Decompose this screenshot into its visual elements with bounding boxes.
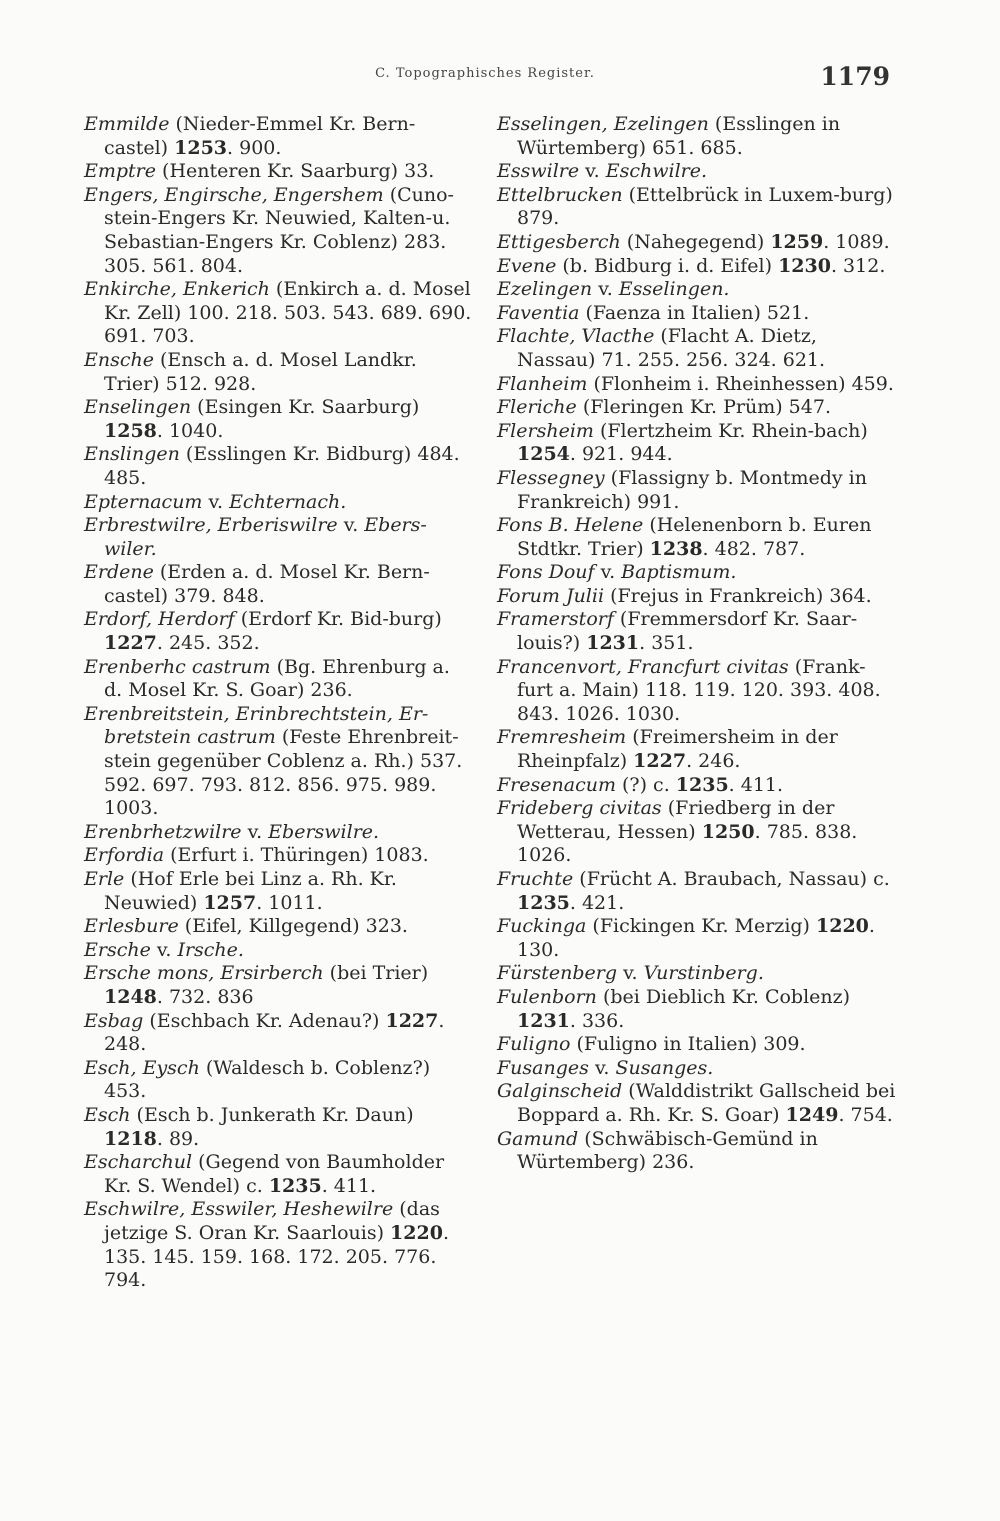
entry-cross-reference: Susanges. [615,1056,714,1079]
register-entry [497,585,897,609]
entry-year: 1259 [770,230,824,253]
entry-term: Fulenborn [497,985,597,1008]
entry-text: (Fleringen Kr. Prüm) 547. [576,396,831,419]
entry-term: Erbrestwilre, Erberiswilre [84,514,338,537]
entry-term: Esbag [84,1009,144,1032]
entry-term: Emptre [84,160,157,183]
entry-term: Frideberg civitas [497,797,662,820]
entry-pages: . 482. 787. [702,537,806,560]
entry-pages: . 732. 836 [156,985,254,1008]
entry-text: (Esingen Kr. Saarburg) [191,396,420,419]
entry-term: Enkirche, Enkerich [84,278,270,301]
register-entry [84,1151,472,1198]
register-entry [497,467,897,514]
entry-year: 1238 [649,537,703,560]
entry-cross-reference: Esselingen. [618,278,730,301]
register-entry [497,986,897,1033]
entry-pages: . 754. [838,1103,893,1126]
entry-text: (Esslingen in Würtemberg) 651. 685. [517,113,841,159]
entry-text: v. [202,490,230,513]
entry-pages: . 245. 352. [156,632,260,655]
entry-term: Enselingen [84,396,192,419]
entry-term: Forum Julii [497,584,605,607]
entry-pages: . 421. [569,891,625,914]
entry-pages: . 785. 838. 1026. [517,820,858,867]
register-entry [84,160,472,184]
entry-text: (das jetzige S. Oran Kr. Saarlouis) [104,1198,440,1244]
entry-term: Flachte, Vlacthe [497,325,655,348]
entry-term: Ensche [84,348,154,371]
entry-term: Fremresheim [497,726,627,749]
register-entry [497,1128,897,1175]
entry-text: (Erdorf Kr. Bid-burg) [234,608,442,631]
entry-term: Emmilde [84,113,170,135]
entry-term: Fuligno [497,1033,571,1056]
entry-pages: . 135. 145. 159. 168. 172. 205. 776. 794. [104,1221,449,1292]
entry-text: v. [588,1056,616,1079]
entry-cross-reference: Ebers-wiler. [104,514,427,560]
register-entry [84,962,472,1009]
entry-term: Evene [497,254,557,277]
register-entry [497,420,897,467]
entry-term: Esselingen, Ezelingen [497,113,709,135]
entry-year: 1253 [174,136,228,159]
entry-cross-reference: Vurstinberg. [643,962,764,985]
register-entry [497,184,897,231]
entry-text: (Friedberg in der Wetterau, Hessen) [517,797,835,843]
entry-pages: . 921. 944. [569,443,673,466]
entry-text: (Fuligno in Italien) 309. [570,1033,806,1056]
entry-year: 1227 [385,1009,439,1032]
register-entry [497,302,897,326]
register-entry [497,1057,897,1081]
entry-term: Erenberhc castrum [84,655,271,678]
entry-term: Erdene [84,561,154,584]
entry-year: 1258 [104,419,157,442]
entry-year: 1254 [517,443,570,466]
entry-text: (Hof Erle bei Linz a. Rh. Kr. Neuwied) [104,868,397,914]
register-entry [497,160,897,184]
entry-term: Ettelbrucken [497,183,623,206]
entry-term: Fürstenberg [497,962,618,985]
register-entry [84,656,472,703]
entry-pages: . 411. [321,1174,377,1197]
entry-pages: . 246. [686,750,741,773]
entry-term: Fons B. Helene [497,514,644,537]
entry-year: 1235 [268,1174,322,1197]
register-entry [497,608,897,655]
register-entry [497,373,897,397]
entry-text: (bei Dieblich Kr. Coblenz) [596,985,851,1008]
entry-text: (Frank-furt a. Main) 118. 119. 120. 393. 408. 843. 1026. 1030. [517,655,881,725]
register-entry [84,821,472,845]
entry-term: Flessegney [497,466,605,489]
register-entry [497,231,897,255]
entry-text: (Fremmersdorf Kr. Saar-louis?) [517,608,858,655]
entry-text: (Henteren Kr. Saarburg) 33. [156,160,435,183]
entry-text: (Flassigny b. Montmedy in Frankreich) 991. [517,466,867,513]
entry-year: 1220 [390,1221,443,1244]
entry-term: Fleriche [497,396,577,419]
entry-pages: . 351. [639,632,694,655]
left-column [84,113,472,1293]
register-entry [497,915,897,962]
entry-cross-reference: Eberswilre. [268,820,380,843]
register-entry [84,1057,472,1104]
entry-text: v. [594,561,622,584]
entry-year: 1249 [785,1103,839,1126]
entry-text: v. [150,938,178,961]
entry-pages: . 1011. [256,891,323,914]
entry-term: Flersheim [497,419,594,442]
register-entry [497,113,897,160]
entry-year: 1235 [517,891,570,914]
entry-year: 1235 [675,773,729,796]
register-entry [497,1033,897,1057]
entry-text: (Waldesch b. Coblenz?) 453. [104,1056,431,1103]
entry-term: Erenbreitstein, Erinbrechtstein, Er-bretstein castrum [84,702,429,749]
entry-text: (Esch b. Junkerath Kr. Daun) [130,1103,414,1126]
register-entry [497,1080,897,1127]
entry-term: Eschwilre, Esswiler, Heshewilre [84,1198,394,1221]
entry-term: Flanheim [497,372,588,395]
entry-text: (?) c. [615,773,676,796]
register-entry [497,656,897,727]
register-entry [84,349,472,396]
entry-text: (Enkirch a. d. Mosel Kr. Zell) 100. 218. 503. 543. 689. 690. 691. 703. [104,278,472,348]
running-head: C. Topographisches Register. [375,66,595,81]
register-entry [497,396,897,420]
entry-text: (bei Trier) [323,962,429,985]
entry-text: (Frejus in Frankreich) 364. [604,584,872,607]
entry-text: v. [579,160,606,183]
register-entry [84,113,472,160]
entry-term: Fruchte [497,868,574,890]
entry-text: (Eschbach Kr. Adenau?) [143,1009,386,1032]
entry-pages: . 1040. [156,419,224,442]
register-entry [84,703,472,821]
register-entry [497,726,897,773]
entry-cross-reference: Echternach. [229,490,347,513]
entry-text: (Cuno-stein-Engers Kr. Neuwied, Kalten-u. Sebastian-Engers Kr. Coblenz) 283. 305. 561. 804. [104,183,454,277]
register-entry [497,325,897,372]
entry-text: (Erfurt i. Thüringen) 1083. [164,844,429,867]
entry-text: v. [592,278,619,301]
entry-text: (Erden a. d. Mosel Kr. Bern-castel) 379. 848. [104,561,430,607]
entry-pages: . 312. [830,254,886,277]
entry-text: (Fickingen Kr. Merzig) [586,915,817,938]
entry-text: v. [241,820,269,843]
entry-text: (Flacht A. Dietz, Nassau) 71. 255. 256. 324. 621. [517,325,826,371]
entry-year: 1227 [633,750,687,773]
register-entry [497,255,897,279]
entry-term: Gamund [497,1127,579,1150]
entry-cross-reference: Baptismum. [621,561,737,584]
register-entry [497,561,897,585]
entry-term: Fuckinga [497,915,587,938]
entry-term: Escharchul [84,1151,193,1174]
register-entry [84,915,472,939]
entry-term: Fresenacum [497,773,616,796]
entry-text: (Ettelbrück in Luxem-burg) 879. [517,183,893,230]
entry-term: Enslingen [84,443,180,466]
entry-term: Fons Douf [497,561,595,584]
entry-pages: . 248. [104,1009,445,1056]
entry-term: Erdorf, Herdorf [84,608,235,631]
entry-text: (Schwäbisch-Gemünd in Würtemberg) 236. [517,1127,818,1174]
register-entry [84,561,472,608]
entry-pages: . 1089. [823,230,890,253]
entry-term: Erle [84,868,125,890]
entry-cross-reference: Irsche. [177,938,244,961]
entry-text: v. [337,514,365,537]
entry-year: 1231 [586,632,640,655]
entry-text: (Feste Ehrenbreit-stein gegenüber Coblenz a. Rh.) 537. 592. 697. 793. 812. 856. 975. 989. 1003. [104,726,463,820]
entry-text: (Esslingen Kr. Bidburg) 484. 485. [104,443,460,489]
entry-text: (Walddistrikt Gallscheid bei Boppard a. Rh. Kr. S. Goar) [517,1080,896,1126]
register-entry [84,868,472,915]
entry-pages: . 130. [517,915,875,961]
register-entry [84,514,472,561]
register-entry [84,443,472,490]
entry-text: (Nieder-Emmel Kr. Bern-castel) [104,113,416,159]
entry-year: 1220 [816,915,869,938]
register-entry [497,797,897,868]
register-entry [497,962,897,986]
entry-year: 1250 [701,820,755,843]
entry-term: Ezelingen [497,278,593,301]
entry-term: Ersche [84,938,151,961]
entry-text: (Eifel, Killgegend) 323. [178,915,408,938]
entry-pages: . 411. [728,773,784,796]
entry-cross-reference: Eschwilre. [605,160,708,183]
entry-term: Esswilre [497,160,580,183]
register-entry [84,1010,472,1057]
entry-text: (Helenenborn b. Euren Stdtkr. Trier) [517,514,872,560]
entry-pages: . 89. [156,1127,200,1150]
register-entry [84,396,472,443]
entry-term: Ersche mons, Ersirberch [84,962,324,985]
right-column [497,113,897,1175]
entry-text: v. [617,962,644,985]
entry-year: 1230 [778,254,831,277]
register-entry [497,868,897,915]
entry-term: Ettigesberch [497,230,621,253]
entry-term: Erenbrhetzwilre [84,820,242,843]
entry-pages: . 900. [227,136,282,159]
register-entry [497,514,897,561]
entry-term: Fusanges [497,1056,589,1079]
entry-text: (Nahegegend) [620,230,771,253]
entry-pages: . 336. [569,1009,625,1032]
entry-term: Erlesbure [84,915,179,938]
register-entry [84,491,472,515]
entry-term: Galginscheid [497,1080,623,1103]
entry-text: (b. Bidburg i. d. Eifel) [556,254,779,277]
register-entry [84,939,472,963]
entry-term: Esch, Eysch [84,1056,200,1079]
entry-term: Francenvort, Francfurt civitas [497,655,789,678]
entry-term: Erfordia [84,844,165,867]
register-entry [84,1104,472,1151]
entry-year: 1218 [104,1127,157,1150]
entry-year: 1248 [104,985,157,1008]
register-entry [84,278,472,349]
entry-text: (Ensch a. d. Mosel Landkr. Trier) 512. 928. [104,348,417,395]
entry-text: (Flonheim i. Rheinhessen) 459. [587,372,894,395]
entry-year: 1257 [203,891,257,914]
register-entry [84,844,472,868]
register-entry [84,184,472,278]
page-header [80,62,890,102]
register-entry [84,1198,472,1292]
register-entry [497,278,897,302]
entry-text: (Flertzheim Kr. Rhein-bach) [593,419,868,442]
entry-term: Engers, Engirsche, Engershem [84,183,384,206]
entry-text: (Gegend von Baumholder Kr. S. Wendel) c. [104,1151,445,1197]
entry-term: Faventia [497,301,580,324]
entry-term: Epternacum [84,490,203,513]
entry-text: (Faenza in Italien) 521. [579,301,810,324]
register-entry [497,774,897,798]
entry-term: Framerstorf [497,608,614,631]
entry-year: 1231 [517,1009,570,1032]
entry-text: (Frücht A. Braubach, Nassau) c. [573,868,890,890]
entry-year: 1227 [104,632,157,655]
entry-text: (Freimersheim in der Rheinpfalz) [517,726,838,773]
entry-term: Esch [84,1103,131,1126]
register-entry [84,608,472,655]
page-number: 1179 [820,62,890,91]
entry-text: (Bg. Ehrenburg a. d. Mosel Kr. S. Goar) 236. [104,655,450,702]
